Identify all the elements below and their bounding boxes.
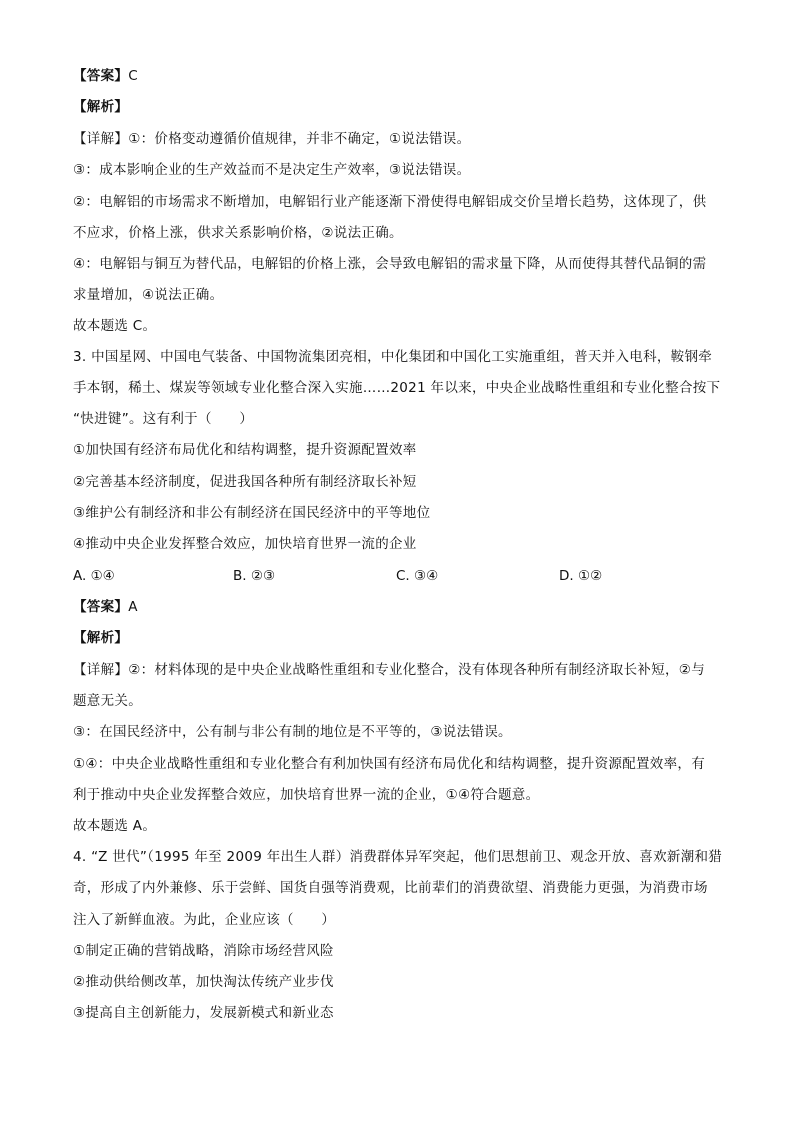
- q2-analysis-line: 求量增加，④说法正确。: [73, 287, 224, 303]
- q3-stem-line: 手本钢，稀土、煤炭等领域专业化整合深入实施……2021 年以来，中央企业战略性重组和专业化整合按下: [73, 380, 721, 396]
- q2-answer-line: [73, 66, 733, 86]
- q2-analysis-line: ②：电解铝的市场需求不断增加，电解铝行业产能逐渐下滑使得电解铝成交价呈增长趋势，这体现了，供: [73, 194, 707, 210]
- q3-answer-line: [73, 597, 733, 617]
- q3-stem-line: 3. 中国星网、中国电气装备、中国物流集团亮相，中化集团和中国化工实施重组，普天并入电科，鞍钢牵: [73, 349, 713, 365]
- q3-answer-label: 【答案】: [73, 599, 129, 615]
- q2-analysis-line: 【详解】①：价格变动遵循价值规律，并非不确定，①说法错误。: [73, 131, 471, 147]
- q3-analysis-line: ①④：中央企业战略性重组和专业化整合有利加快国有经济布局优化和结构调整，提升资源配置效率，有: [73, 756, 706, 772]
- q2-analysis-line: 不应求，价格上涨，供求关系影响价格，②说法正确。: [73, 225, 403, 241]
- q4-statement: ①制定正确的营销战略，消除市场经营风险: [73, 943, 334, 959]
- q2-analysis-label: 【解析】: [73, 99, 129, 115]
- q4-statement: ②推动供给侧改革，加快淘汰传统产业步伐: [73, 974, 334, 990]
- q2-answer-value: C: [128, 68, 138, 84]
- q3-stem-line: “快进键”。这有利于（ ）: [73, 411, 254, 427]
- q2-answer-label: 【答案】: [73, 68, 129, 84]
- q3-option-d: D. ①②: [559, 568, 603, 584]
- q3-statement: ④推动中央企业发挥整合效应，加快培育世界一流的企业: [73, 536, 417, 552]
- q3-answer-value: A: [128, 599, 138, 615]
- q3-analysis-line: 利于推动中央企业发挥整合效应，加快培育世界一流的企业，①④符合题意。: [73, 787, 540, 803]
- q3-statement: ①加快国有经济布局优化和结构调整，提升资源配置效率: [73, 442, 417, 458]
- q2-conclusion: 故本题选 C。: [73, 318, 157, 334]
- q2-analysis-line: ④：电解铝与铜互为替代品，电解铝的价格上涨，会导致电解铝的需求量下降，从而使得其替代品铜的需: [73, 256, 707, 272]
- q4-stem-line: 4. “Z 世代”（1995 年至 2009 年出生人群）消费群体异军突起，他们思想前卫、观念开放、喜欢新潮和猎: [73, 849, 723, 865]
- q3-analysis-line: ③：在国民经济中，公有制与非公有制的地位是不平等的，③说法错误。: [73, 724, 512, 740]
- q3-analysis-line: 题意无关。: [73, 693, 142, 709]
- q3-statement: ③维护公有制经济和非公有制经济在国民经济中的平等地位: [73, 505, 431, 521]
- q3-option-a: A. ①④: [73, 568, 115, 584]
- q4-stem-line: 奇，形成了内外兼修、乐于尝鲜、国货自强等消费观，比前辈们的消费欲望、消费能力更强，为消费市场: [73, 880, 708, 896]
- q3-analysis-label: 【解析】: [73, 630, 129, 646]
- q3-analysis-line: 【详解】②：材料体现的是中央企业战略性重组和专业化整合，没有体现各种所有制经济取长补短，②与: [73, 662, 706, 678]
- q4-statement: ③提高自主创新能力，发展新模式和新业态: [73, 1005, 334, 1021]
- q3-statement: ②完善基本经济制度，促进我国各种所有制经济取长补短: [73, 474, 417, 490]
- q3-option-b: B. ②③: [233, 568, 276, 584]
- q3-option-c: C. ③④: [396, 568, 439, 584]
- q2-analysis-line: ③：成本影响企业的生产效益而不是决定生产效率，③说法错误。: [73, 162, 471, 178]
- q4-stem-line: 注入了新鲜血液。为此，企业应该（ ）: [73, 912, 336, 928]
- q3-conclusion: 故本题选 A。: [73, 818, 157, 834]
